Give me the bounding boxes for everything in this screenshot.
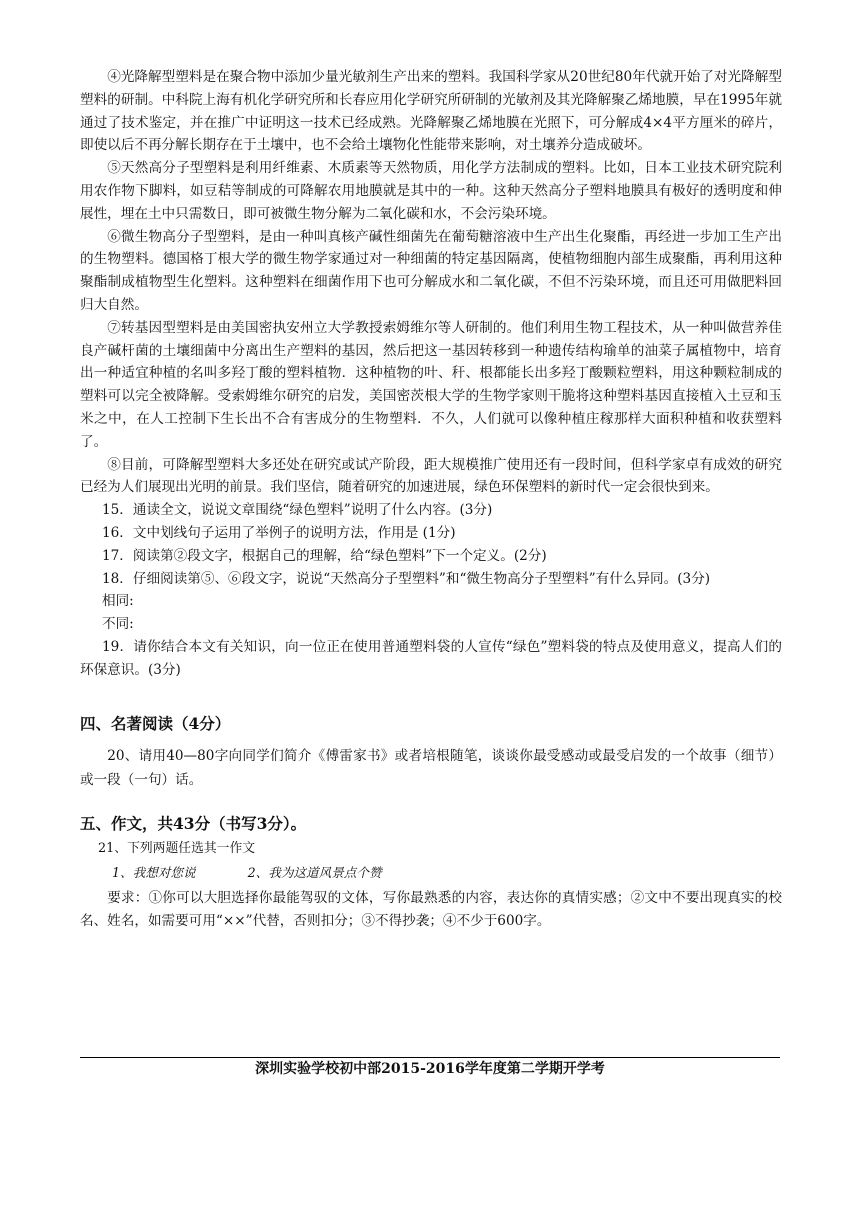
question-17: 17．阅读第②段文字，根据自己的理解，给“绿色塑料”下一个定义。(2分) [102, 547, 547, 564]
question-18-same-label: 相同: [102, 593, 134, 610]
paragraph-4: ④光降解型塑料是在聚合物中添加少量光敏剂生产出来的塑料。我国科学家从20世纪80年代就开始了对光降解型塑料的研制。中科院上海有机化学研究所和长春应用化学研究所研制的光敏剂及其光降解聚乙烯地膜，早在1995年就通过了技术鉴定，并在推广中证明这一技术已经成熟。光降解聚乙烯地膜在光照下，可分解成4×4平方厘米的碎片，即使以后不再分解长期存在于土壤中，也不会给土壤物化性能带来影响，对土壤养分造成破坏。 [80, 69, 782, 154]
paragraph-5: ⑤天然高分子型塑料是利用纤维素、木质素等天然物质，用化学方法制成的塑料。比如，日本工业技术研究院利用农作物下脚料，如豆秸等制成的可降解农用地膜就是其中的一种。这种天然高分子塑料地膜具有极好的透明度和伸展性，埋在土中只需数日，即可被微生物分解为二氧化碳和水，不会污染环境。 [80, 160, 782, 222]
section-5-title: 五、作文，共43分（书写3分）。 [80, 813, 307, 833]
question-16: 16．文中划线句子运用了举例子的说明方法，作用是 (1分) [102, 524, 456, 541]
question-15: 15．通读全文，说说文章围绕“绿色塑料”说明了什么内容。(3分) [102, 502, 493, 519]
paragraph-6: ⑥微生物高分子型塑料，是由一种叫真核产碱性细菌先在葡萄糖溶液中生产出生化聚酯，再经进一步加工生产出的生物塑料。德国格丁根大学的微生物学家通过对一种细菌的特定基因隔离，使植物细胞内部生成聚酯，再利用这种聚酯制成植物型生化塑料。这种塑料在细菌作用下也可分解成水和二氧化碳，不但不污染环境，而且还可用做肥料回归大自然。 [80, 228, 782, 313]
question-18-diff-label: 不同: [102, 616, 134, 633]
section-4-title: 四、名著阅读（4分） [80, 713, 231, 733]
question-20: 20、请用40—80字向同学们简介《傅雷家书》或者培根随笔，谈谈你最受感动或最受启发的一个故事（细节）或一段（一句）话。 [80, 747, 782, 788]
essay-requirements: 要求：①你可以大胆选择你最能驾驭的文体，写你最熟悉的内容，表达你的真情实感；②文中不要出现真实的校名、姓名，如需要可用“××”代替，否则扣分；③不得抄袭；④不少于600字。 [80, 890, 782, 929]
question-18: 18．仔细阅读第⑤、⑥段文字，说说“天然高分子型塑料”和“微生物高分子型塑料”有什么异同。(3分) [102, 570, 711, 587]
question-19: 19．请你结合本文有关知识，向一位正在使用普通塑料袋的人宣传“绿色”塑料袋的特点及使用意义，提高人们的环保意识。(3分) [80, 638, 782, 678]
paragraph-7: ⑦转基因型塑料是由美国密执安州立大学教授索姆维尔等人研制的。他们利用生物工程技术，从一种叫做营养佳良产碱杆菌的土壤细菌中分离出生产塑料的基因，然后把这一基因转移到一种遗传结构瑜单的油菜子属植物中，培育出一种适宜种植的名叫多羟丁酸的塑料植物．这种植物的叶、秆、根都能长出多羟丁酸颗粒塑料，用这种颗粒制成的塑料可以完全被降解。受索姆维尔研究的启发，美国密茨根大学的生物学家则干脆将这种塑料基因直接植入土豆和玉米之中，在人工控制下生长出不合有害成分的生物塑料．不久，人们就可以像种植庄稼那样大面积种植和收获塑料了。 [80, 319, 782, 450]
essay-topics: 1、我想对您说 2、我为这道风景点个赞 [112, 865, 382, 881]
document-body [80, 66, 782, 933]
footer-title: 深圳实验学校初中部2015-2016学年度第二学期开学考 [255, 1061, 605, 1077]
paragraph-8: ⑧目前，可降解型塑料大多还处在研究或试产阶段，距大规模推广使用还有一段时间，但科学家卓有成效的研究已经为人们展现出光明的前景。我们坚信，随着研究的加速进展，绿色环保塑料的新时代一定会很快到来。 [80, 456, 782, 496]
question-21: 21、下列两题任选其一作文 [98, 840, 256, 856]
